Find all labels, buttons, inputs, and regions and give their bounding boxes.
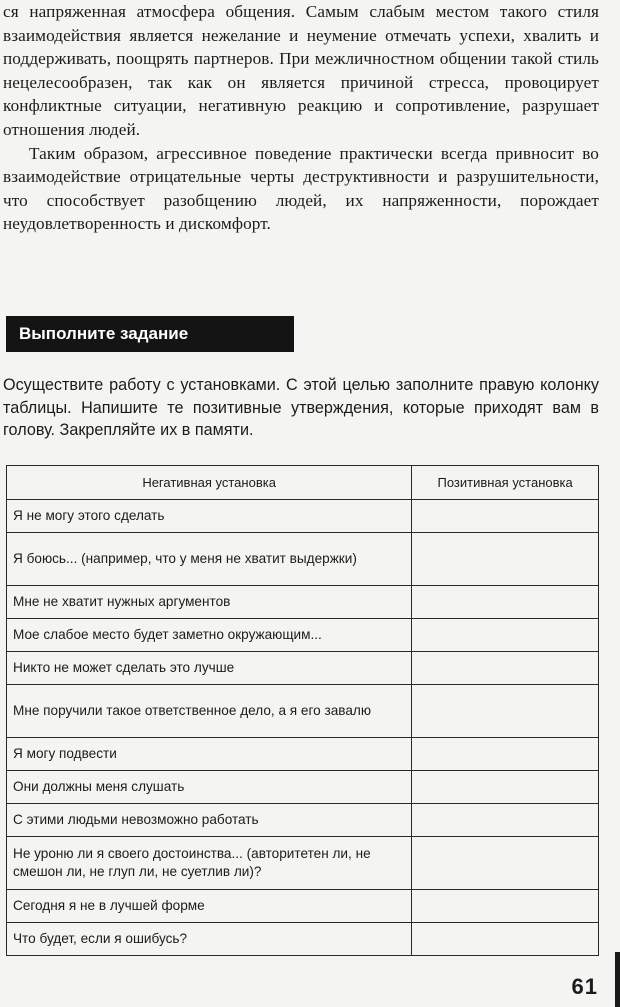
positive-cell[interactable] — [412, 619, 599, 652]
positive-cell[interactable] — [412, 804, 599, 837]
table-row — [7, 652, 599, 685]
negative-cell: Они должны меня слушать — [7, 771, 412, 804]
negative-cell: Не уроню ли я своего достоинства... (авторитетен ли, не смешон ли, не глуп ли, не суетлив ли)? — [7, 837, 412, 890]
table-row — [7, 837, 599, 890]
body-text — [3, 0, 599, 236]
positive-cell[interactable] — [412, 685, 599, 738]
negative-cell: Никто не может сделать это лучше — [7, 652, 412, 685]
table-row — [7, 586, 599, 619]
negative-cell: Мне не хватит нужных аргументов — [7, 586, 412, 619]
positive-cell[interactable] — [412, 738, 599, 771]
negative-cell: Я могу подвести — [7, 738, 412, 771]
page-edge-marker — [615, 952, 620, 1007]
positive-cell[interactable] — [412, 771, 599, 804]
negative-cell: Сегодня я не в лучшей форме — [7, 890, 412, 923]
positive-cell[interactable] — [412, 923, 599, 956]
negative-cell: Я боюсь... (например, что у меня не хватит выдержки) — [7, 533, 412, 586]
positive-cell[interactable] — [412, 652, 599, 685]
positive-cell[interactable] — [412, 890, 599, 923]
table-row — [7, 619, 599, 652]
table-row — [7, 533, 599, 586]
positive-cell[interactable] — [412, 500, 599, 533]
table-row — [7, 685, 599, 738]
table-row — [7, 804, 599, 837]
table-row — [7, 738, 599, 771]
negative-cell: Мое слабое место будет заметно окружающим... — [7, 619, 412, 652]
table-header-row — [7, 466, 599, 500]
table-row — [7, 500, 599, 533]
negative-cell: Я не могу этого сделать — [7, 500, 412, 533]
header-positive: Позитивная установка — [412, 466, 599, 500]
header-negative: Негативная установка — [7, 466, 412, 500]
table-row — [7, 923, 599, 956]
table-row — [7, 771, 599, 804]
negative-cell: Что будет, если я ошибусь? — [7, 923, 412, 956]
page-number: 61 — [571, 974, 598, 999]
positive-cell[interactable] — [412, 533, 599, 586]
negative-cell: Мне поручили такое ответственное дело, а я его завалю — [7, 685, 412, 738]
positive-cell[interactable] — [412, 586, 599, 619]
attitude-table — [6, 465, 599, 956]
negative-cell: С этими людьми невозможно работать — [7, 804, 412, 837]
positive-cell[interactable] — [412, 837, 599, 890]
task-instructions: Осуществите работу с установками. С этой целью заполните правую колонку таблицы. Напишите те позитивные утверждения, которые приходят вам в голову. Закрепляйте их в памяти. — [3, 376, 599, 440]
task-heading: Выполните задание — [6, 316, 294, 352]
table-row — [7, 890, 599, 923]
paragraph: ся напряженная атмосфера общения. Самым слабым местом такого стиля взаимодействия является нежелание и неумение отмечать успехи, хвалить и поддерживать, поощрять партнеров. При межличностном общении такой стиль нецелесообразен, так как он является причиной стресса, провоцирует конфликтные ситуации, негативную реакцию и сопротивление, разрушает отношения людей. — [3, 2, 599, 139]
paragraph: Таким образом, агрессивное поведение практически всегда привносит во взаимодействие отрицательные черты деструктивности и разрушительности, что способствует разобщению людей, их напряженности, порождает неудовлетворенность и дискомфорт. — [3, 143, 599, 234]
